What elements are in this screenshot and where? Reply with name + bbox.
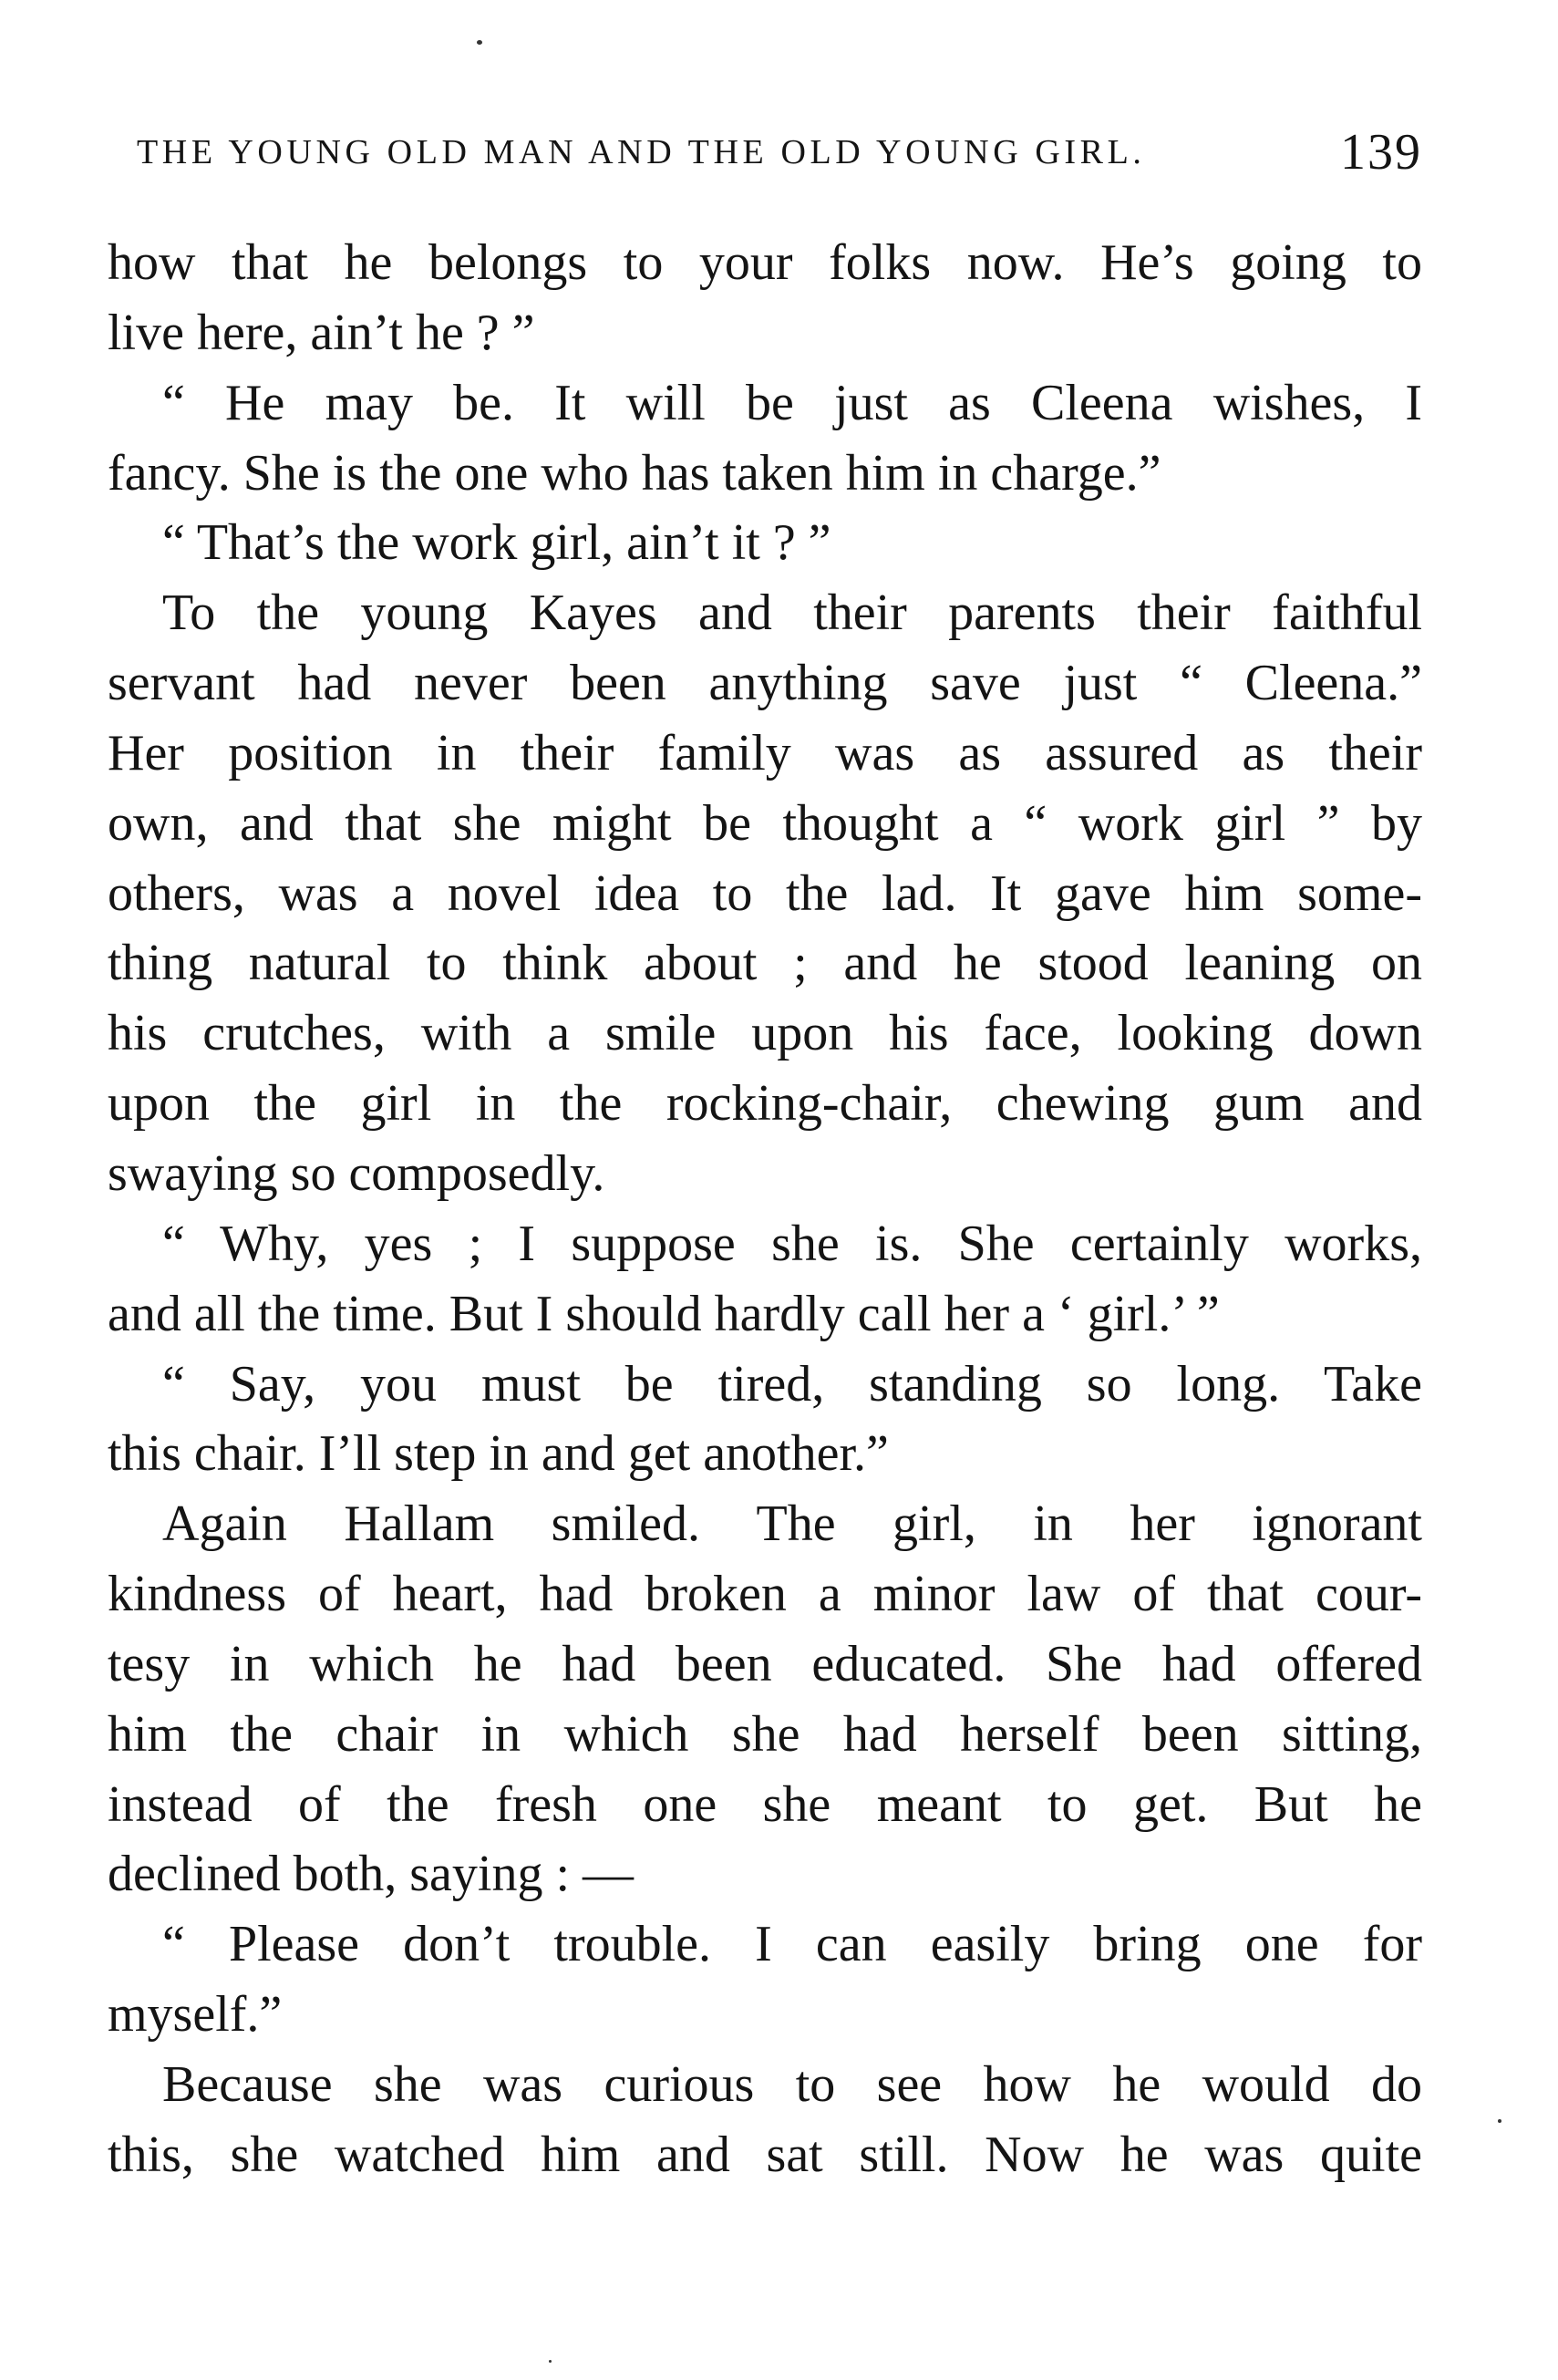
text-line: others, was a novel idea to the lad. It gave him some-: [108, 864, 1422, 922]
running-title: THE YOUNG OLD MAN AND THE OLD YOUNG GIRL.: [137, 133, 1146, 171]
text-line: servant had never been anything save just “ Cleena.”: [108, 655, 1422, 712]
text-line: how that he belongs to your folks now. He’s going to: [108, 234, 1422, 291]
text-line: “ That’s the work girl, ain’t it ? ”: [162, 514, 831, 572]
print-speck: [549, 2360, 552, 2363]
print-speck: [477, 40, 482, 45]
text-line: fancy. She is the one who has taken him in charge.”: [108, 444, 1161, 502]
text-line: Again Hallam smiled. The girl, in her ignorant: [162, 1495, 1422, 1553]
text-line: this, she watched him and sat still. Now he was quite: [108, 2126, 1422, 2183]
print-speck: [1498, 2119, 1501, 2123]
text-line: own, and that she might be thought a “ work girl ” by: [108, 794, 1422, 852]
text-line: “ Please don’t trouble. I can easily bring one for: [162, 1916, 1422, 1973]
text-line: this chair. I’ll step in and get another.”: [108, 1425, 889, 1483]
text-line: swaying so composedly.: [108, 1144, 605, 1202]
text-line: tesy in which he had been educated. She had offered: [108, 1635, 1422, 1692]
text-line: Because she was curious to see how he would do: [162, 2055, 1422, 2113]
text-line: instead of the fresh one she meant to get. But he: [108, 1775, 1422, 1833]
text-line: declined both, saying : —: [108, 1846, 635, 1903]
text-line: “ Say, you must be tired, standing so long. Take: [162, 1355, 1422, 1412]
text-line: thing natural to think about ; and he stood leaning on: [108, 935, 1422, 992]
text-line: kindness of heart, had broken a minor law of that cour-: [108, 1566, 1422, 1623]
text-line: To the young Kayes and their parents their faithful: [162, 585, 1422, 642]
text-line: his crutches, with a smile upon his face, looking down: [108, 1005, 1422, 1062]
body-text: [108, 228, 1422, 2190]
text-line: and all the time. But I should hardly call her a ‘ girl.’ ”: [108, 1285, 1220, 1342]
text-line: “ He may be. It will be just as Cleena wishes, I: [162, 374, 1422, 431]
text-line: “ Why, yes ; I suppose she is. She certainly works,: [162, 1215, 1422, 1272]
running-head: [137, 123, 1422, 187]
text-line: myself.”: [108, 1986, 283, 2044]
page-number: 139: [1340, 124, 1422, 181]
text-line: him the chair in which she had herself been sitting,: [108, 1705, 1422, 1763]
text-line: Her position in their family was as assured as their: [108, 724, 1422, 781]
text-line: upon the girl in the rocking-chair, chewing gum and: [108, 1075, 1422, 1133]
text-line: live here, ain’t he ? ”: [108, 304, 535, 361]
